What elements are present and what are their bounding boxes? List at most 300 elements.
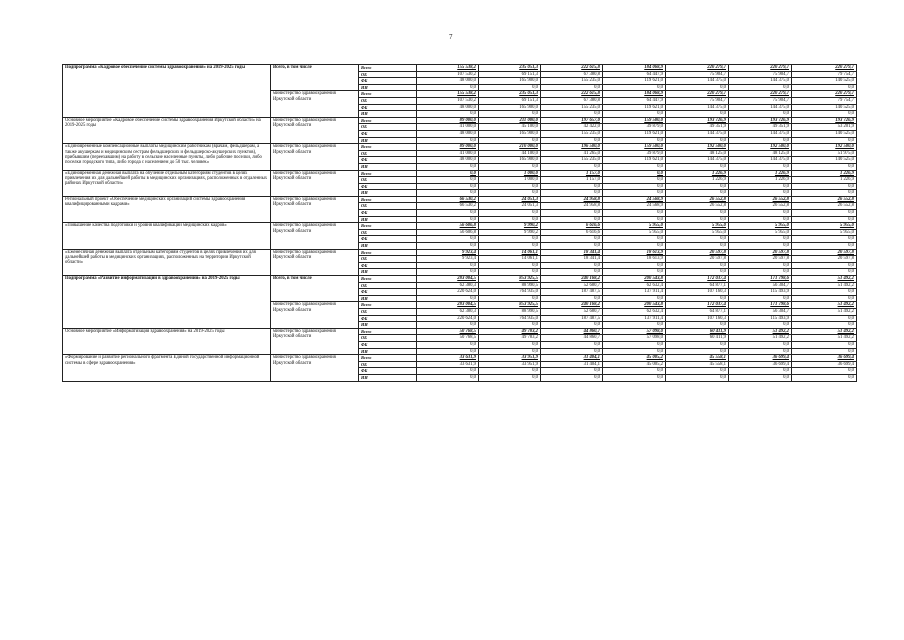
value-cell: 119 621,0: [603, 157, 666, 164]
value-cell: 50 768,5: [417, 328, 479, 335]
value-cell: 187 487,5: [541, 315, 603, 322]
value-cell: 0,0: [666, 322, 729, 329]
value-cell: 0,0: [603, 137, 666, 144]
value-cell: 137 911,4: [603, 315, 666, 322]
value-cell: 0,0: [603, 269, 666, 276]
funding-source-cell: Всего: [359, 223, 417, 230]
value-cell: 1 226,9: [729, 177, 792, 184]
value-cell: 62 380,3: [417, 282, 479, 289]
value-cell: 36 699,4: [729, 361, 792, 368]
value-cell: 171 798,6: [729, 302, 792, 309]
value-cell: 155 538,2: [417, 91, 479, 98]
value-cell: 0,0: [417, 163, 479, 170]
value-cell: 159 500,0: [603, 144, 666, 151]
value-cell: 0,0: [603, 243, 666, 250]
value-cell: 57 098,0: [603, 328, 666, 335]
value-cell: 5 955,0: [666, 229, 729, 236]
funding-source-cell: Всего: [359, 249, 417, 256]
value-cell: 184 068,9: [603, 91, 666, 98]
funding-source-cell: ИИ: [359, 137, 417, 144]
value-cell: 0,0: [417, 368, 479, 375]
value-cell: 764 935,0: [479, 289, 541, 296]
funding-source-cell: ФБ: [359, 104, 417, 111]
value-cell: 165 900,0: [479, 130, 541, 137]
value-cell: 50 768,5: [417, 335, 479, 342]
value-cell: 853 925,5: [479, 276, 541, 283]
funding-source-cell: ФБ: [359, 341, 417, 348]
value-cell: 0,0: [541, 368, 603, 375]
value-cell: 0,0: [417, 170, 479, 177]
funding-source-cell: ФБ: [359, 368, 417, 375]
value-cell: 48 000,0: [417, 104, 479, 111]
funding-source-cell: ФБ: [359, 78, 417, 85]
value-cell: 283 004,5: [417, 302, 479, 309]
value-cell: 0,0: [603, 177, 666, 184]
table-row: [63, 223, 857, 230]
value-cell: 140 525,0: [792, 104, 857, 111]
table-row: [63, 328, 857, 335]
table-row: [63, 117, 857, 124]
value-cell: 0,0: [479, 269, 541, 276]
value-cell: 220 279,7: [729, 91, 792, 98]
value-cell: 0,0: [666, 163, 729, 170]
table-row: [63, 355, 857, 362]
value-cell: 36 699,4: [729, 355, 792, 362]
value-cell: 24 051,3: [479, 203, 541, 210]
value-cell: 18 341,4: [541, 256, 603, 263]
value-cell: 0,0: [729, 348, 792, 355]
value-cell: 0,0: [792, 243, 857, 250]
value-cell: 0,0: [541, 374, 603, 381]
funding-source-cell: ИИ: [359, 348, 417, 355]
table-row: [63, 249, 857, 256]
value-cell: 0,0: [729, 137, 792, 144]
value-cell: 41 000,0: [417, 124, 479, 131]
funding-source-cell: ОБ: [359, 335, 417, 342]
value-cell: 66 530,2: [417, 203, 479, 210]
executor-cell: министерство здравоохранения Иркутской области: [271, 144, 359, 170]
value-cell: 119 621,0: [603, 104, 666, 111]
funding-source-cell: ОБ: [359, 150, 417, 157]
value-cell: 0,0: [479, 262, 541, 269]
executor-cell: министерство здравоохранения Иркутской области: [271, 249, 359, 275]
value-cell: 75 904,7: [666, 71, 729, 78]
executor-cell: министерство здравоохранения Иркутской области: [271, 91, 359, 117]
value-cell: 0,0: [666, 374, 729, 381]
value-cell: 24 958,8: [541, 203, 603, 210]
value-cell: 0,0: [417, 341, 479, 348]
value-cell: 0,0: [603, 341, 666, 348]
table-row: [63, 196, 857, 203]
value-cell: 26 552,8: [666, 196, 729, 203]
value-cell: 20 597,8: [666, 256, 729, 263]
value-cell: 0,0: [417, 183, 479, 190]
value-cell: 0,0: [541, 183, 603, 190]
value-cell: 45 558,1: [666, 361, 729, 368]
value-cell: 51 492,2: [792, 335, 857, 342]
value-cell: 0,0: [792, 137, 857, 144]
value-cell: 1 226,9: [729, 170, 792, 177]
funding-source-cell: ОБ: [359, 308, 417, 315]
value-cell: 33 631,9: [417, 355, 479, 362]
value-cell: 0,0: [792, 236, 857, 243]
value-cell: 0,0: [729, 374, 792, 381]
value-cell: 0,0: [603, 210, 666, 217]
value-cell: 0,0: [666, 210, 729, 217]
program-name-cell: «Формирование и развитие регионального фрагмента Единой государственной информационной системы в сфере здравоохранения»: [63, 355, 271, 381]
value-cell: 0,0: [603, 348, 666, 355]
value-cell: 0,0: [541, 210, 603, 217]
value-cell: 9 923,4: [417, 249, 479, 256]
funding-source-cell: Всего: [359, 91, 417, 98]
value-cell: 0,0: [541, 269, 603, 276]
value-cell: 5 955,0: [729, 223, 792, 230]
value-cell: 0,0: [479, 216, 541, 223]
value-cell: 107 160,3: [666, 289, 729, 296]
value-cell: 0,0: [603, 216, 666, 223]
funding-source-cell: Всего: [359, 170, 417, 177]
value-cell: 0,0: [479, 111, 541, 118]
value-cell: 64 877,1: [666, 308, 729, 315]
value-cell: 1 226,9: [666, 177, 729, 184]
value-cell: 144 375,0: [729, 130, 792, 137]
value-cell: 193 726,9: [729, 117, 792, 124]
value-cell: 144 375,0: [666, 157, 729, 164]
funding-source-cell: ФБ: [359, 210, 417, 217]
value-cell: 144 375,0: [666, 78, 729, 85]
value-cell: 155 538,2: [417, 65, 479, 72]
value-cell: 0,0: [541, 295, 603, 302]
value-cell: 192 500,0: [729, 144, 792, 151]
value-cell: 0,0: [666, 84, 729, 91]
executor-cell: министерство здравоохранения Иркутской области: [271, 355, 359, 381]
funding-source-cell: Всего: [359, 196, 417, 203]
value-cell: 48 000,0: [417, 157, 479, 164]
value-cell: 0,0: [417, 177, 479, 184]
value-cell: 0,0: [603, 368, 666, 375]
value-cell: 0,0: [666, 190, 729, 197]
value-cell: 48 000,0: [417, 78, 479, 85]
value-cell: 222 615,8: [541, 91, 603, 98]
funding-source-cell: Всего: [359, 144, 417, 151]
value-cell: 144 375,0: [729, 78, 792, 85]
value-cell: 0,0: [603, 236, 666, 243]
value-cell: 52 680,7: [541, 308, 603, 315]
value-cell: 192 500,0: [666, 144, 729, 151]
value-cell: 52 680,7: [541, 282, 603, 289]
program-name-cell: «Ежемесячная денежная выплата отдельным категориям студентов в целях привлечения их для дальнейшей работы в медицинских организациях, расположенных на территории Иркутской области»: [63, 249, 271, 275]
value-cell: 62 632,4: [603, 282, 666, 289]
value-cell: 62 632,4: [603, 308, 666, 315]
value-cell: 155 235,0: [541, 157, 603, 164]
value-cell: 1 157,0: [541, 170, 603, 177]
value-cell: 0,0: [666, 368, 729, 375]
value-cell: 20 597,8: [792, 256, 857, 263]
value-cell: 39 879,0: [603, 124, 666, 131]
value-cell: 0,0: [541, 137, 603, 144]
value-cell: 0,0: [479, 210, 541, 217]
funding-source-cell: ИИ: [359, 163, 417, 170]
value-cell: 51 492,2: [729, 328, 792, 335]
value-cell: 0,0: [666, 341, 729, 348]
value-cell: 211 000,0: [479, 117, 541, 124]
table-row: [63, 144, 857, 151]
value-cell: 0,0: [729, 341, 792, 348]
value-cell: 155 235,0: [541, 130, 603, 137]
value-cell: 0,0: [729, 269, 792, 276]
value-cell: 0,0: [666, 262, 729, 269]
executor-cell: министерство здравоохранения Иркутской области: [271, 328, 359, 354]
funding-source-cell: ОБ: [359, 282, 417, 289]
value-cell: 51 492,2: [792, 282, 857, 289]
value-cell: 220 279,7: [666, 65, 729, 72]
value-cell: 0,0: [541, 236, 603, 243]
executor-cell: министерство здравоохранения Иркутской области: [271, 196, 359, 222]
value-cell: 0,0: [417, 190, 479, 197]
value-cell: 187 487,5: [541, 289, 603, 296]
value-cell: 0,0: [666, 111, 729, 118]
value-cell: 0,0: [792, 84, 857, 91]
value-cell: 220 279,7: [792, 91, 857, 98]
value-cell: 56 304,7: [729, 308, 792, 315]
value-cell: 33 951,9: [479, 361, 541, 368]
value-cell: 0,0: [729, 210, 792, 217]
funding-source-cell: ОБ: [359, 177, 417, 184]
value-cell: 0,0: [729, 84, 792, 91]
value-cell: 0,0: [666, 137, 729, 144]
value-cell: 0,0: [479, 183, 541, 190]
value-cell: 0,0: [603, 374, 666, 381]
funding-source-cell: ИИ: [359, 111, 417, 118]
value-cell: 62 380,3: [417, 308, 479, 315]
executor-cell: министерство здравоохранения Иркутской области: [271, 302, 359, 328]
value-cell: 0,0: [792, 163, 857, 170]
value-cell: 0,0: [479, 163, 541, 170]
value-cell: 0,0: [603, 163, 666, 170]
value-cell: 48 125,0: [729, 150, 792, 157]
value-cell: 144 375,0: [729, 104, 792, 111]
value-cell: 0,0: [666, 295, 729, 302]
value-cell: 0,0: [417, 269, 479, 276]
value-cell: 5 955,0: [792, 223, 857, 230]
program-name-cell: Региональный проект «Обеспечение медицинских организаций системы здравоохранения квалифицированными кадрами»: [63, 196, 271, 222]
value-cell: 51 492,2: [792, 328, 857, 335]
value-cell: 75 904,7: [729, 71, 792, 78]
value-cell: 26 552,8: [729, 196, 792, 203]
value-cell: 107 530,2: [417, 71, 479, 78]
value-cell: 0,0: [603, 295, 666, 302]
budget-table: [62, 64, 857, 382]
funding-source-cell: ИИ: [359, 322, 417, 329]
value-cell: 0,0: [541, 216, 603, 223]
value-cell: 24 568,9: [603, 203, 666, 210]
value-cell: 5 955,0: [729, 229, 792, 236]
value-cell: 0,0: [417, 137, 479, 144]
value-cell: 45 005,2: [603, 355, 666, 362]
value-cell: 67 380,8: [541, 71, 603, 78]
value-cell: 42 422,0: [541, 124, 603, 131]
value-cell: 1 000,0: [479, 170, 541, 177]
value-cell: 26 552,8: [792, 203, 857, 210]
value-cell: 192 500,0: [792, 144, 857, 151]
value-cell: 1 226,9: [792, 177, 857, 184]
value-cell: 193 726,9: [666, 117, 729, 124]
value-cell: 18 613,9: [603, 249, 666, 256]
value-cell: 119 621,0: [603, 78, 666, 85]
funding-source-cell: Всего: [359, 328, 417, 335]
value-cell: 9 990,2: [479, 229, 541, 236]
value-cell: 24 958,8: [541, 196, 603, 203]
value-cell: 107 160,3: [666, 315, 729, 322]
value-cell: 0,0: [417, 295, 479, 302]
value-cell: 0,0: [792, 322, 857, 329]
value-cell: 0,0: [666, 269, 729, 276]
value-cell: 41 265,0: [541, 150, 603, 157]
value-cell: 18 341,4: [541, 249, 603, 256]
value-cell: 0,0: [417, 348, 479, 355]
value-cell: 0,0: [541, 111, 603, 118]
executor-cell: министерство здравоохранения Иркутской области: [271, 170, 359, 196]
value-cell: 115 493,9: [729, 289, 792, 296]
value-cell: 140 525,0: [792, 78, 857, 85]
value-cell: 49 351,9: [666, 124, 729, 131]
value-cell: 0,0: [792, 295, 857, 302]
value-cell: 0,0: [479, 137, 541, 144]
value-cell: 165 900,0: [479, 104, 541, 111]
value-cell: 155 235,0: [541, 104, 603, 111]
value-cell: 48 125,0: [666, 150, 729, 157]
table-row: [63, 170, 857, 177]
value-cell: 14 061,1: [479, 256, 541, 263]
funding-source-cell: ИИ: [359, 216, 417, 223]
value-cell: 56 606,8: [417, 229, 479, 236]
value-cell: 0,0: [541, 84, 603, 91]
value-cell: 0,0: [541, 190, 603, 197]
value-cell: 0,0: [541, 163, 603, 170]
value-cell: 9 923,4: [417, 256, 479, 263]
funding-source-cell: Всего: [359, 302, 417, 309]
value-cell: 0,0: [417, 216, 479, 223]
value-cell: 1 000,0: [479, 177, 541, 184]
value-cell: 36 699,4: [792, 361, 857, 368]
value-cell: 20 597,8: [729, 249, 792, 256]
value-cell: 0,0: [792, 348, 857, 355]
value-cell: 14 061,1: [479, 249, 541, 256]
funding-source-cell: ОБ: [359, 124, 417, 131]
executor-cell: министерство здравоохранения Иркутской области: [271, 117, 359, 143]
value-cell: 0,0: [729, 163, 792, 170]
value-cell: 0,0: [729, 216, 792, 223]
funding-source-cell: ФБ: [359, 183, 417, 190]
funding-source-cell: ОБ: [359, 256, 417, 263]
value-cell: 0,0: [792, 210, 857, 217]
value-cell: 0,0: [603, 84, 666, 91]
table-row: [63, 65, 857, 72]
value-cell: 56 304,7: [729, 282, 792, 289]
value-cell: 0,0: [729, 368, 792, 375]
program-name-cell: Подпрограмма «Развитие информатизации в здравоохранении» на 2019-2025 годы: [63, 276, 271, 329]
value-cell: 220 624,0: [417, 315, 479, 322]
value-cell: 0,0: [729, 295, 792, 302]
value-cell: 140 525,0: [792, 157, 857, 164]
value-cell: 88 990,5: [479, 282, 541, 289]
value-cell: 1 226,9: [666, 170, 729, 177]
value-cell: 64 447,9: [603, 71, 666, 78]
value-cell: 0,0: [666, 236, 729, 243]
value-cell: 60 411,9: [666, 335, 729, 342]
value-cell: 44 100,0: [479, 150, 541, 157]
value-cell: 26 552,8: [666, 203, 729, 210]
value-cell: 0,0: [792, 374, 857, 381]
value-cell: 64 877,1: [666, 282, 729, 289]
value-cell: 197 657,0: [541, 117, 603, 124]
value-cell: 200 543,8: [603, 302, 666, 309]
value-cell: 33 631,9: [417, 361, 479, 368]
value-cell: 1 157,0: [541, 177, 603, 184]
value-cell: 49 783,2: [479, 335, 541, 342]
value-cell: 41 000,0: [417, 150, 479, 157]
funding-source-cell: Всего: [359, 355, 417, 362]
value-cell: 20 597,8: [792, 249, 857, 256]
value-cell: 75 904,7: [666, 97, 729, 104]
executor-cell: Всего, в том числе: [271, 65, 359, 91]
value-cell: 45 100,0: [479, 124, 541, 131]
value-cell: 220 279,7: [792, 65, 857, 72]
value-cell: 235 051,3: [479, 65, 541, 72]
value-cell: 0,0: [792, 315, 857, 322]
value-cell: 0,0: [729, 322, 792, 329]
value-cell: 0,0: [792, 269, 857, 276]
value-cell: 5 955,0: [603, 223, 666, 230]
value-cell: 0,0: [417, 262, 479, 269]
value-cell: 0,0: [603, 170, 666, 177]
value-cell: 193 726,9: [792, 117, 857, 124]
funding-source-cell: ФБ: [359, 130, 417, 137]
value-cell: 53 201,9: [792, 124, 857, 131]
value-cell: 75 904,7: [729, 97, 792, 104]
value-cell: 6 616,6: [541, 229, 603, 236]
value-cell: 67 380,8: [541, 97, 603, 104]
value-cell: 57 098,0: [603, 335, 666, 342]
value-cell: 24 568,9: [603, 196, 666, 203]
value-cell: 155 235,0: [541, 78, 603, 85]
funding-source-cell: Всего: [359, 65, 417, 72]
value-cell: 0,0: [479, 341, 541, 348]
value-cell: 24 051,3: [479, 196, 541, 203]
funding-source-cell: ФБ: [359, 289, 417, 296]
value-cell: 196 500,0: [541, 144, 603, 151]
value-cell: 0,0: [417, 243, 479, 250]
value-cell: 0,0: [792, 190, 857, 197]
funding-source-cell: ИИ: [359, 243, 417, 250]
value-cell: 45 005,2: [603, 361, 666, 368]
value-cell: 172 037,4: [666, 276, 729, 283]
value-cell: 0,0: [541, 348, 603, 355]
value-cell: 0,0: [729, 183, 792, 190]
value-cell: 0,0: [417, 374, 479, 381]
value-cell: 56 606,8: [417, 223, 479, 230]
value-cell: 764 935,0: [479, 315, 541, 322]
value-cell: 0,0: [603, 190, 666, 197]
funding-source-cell: ОБ: [359, 361, 417, 368]
funding-source-cell: ФБ: [359, 236, 417, 243]
value-cell: 0,0: [479, 236, 541, 243]
value-cell: 20 597,8: [729, 256, 792, 263]
value-cell: 0,0: [792, 111, 857, 118]
page-number: 7: [449, 33, 453, 41]
value-cell: 0,0: [792, 216, 857, 223]
value-cell: 89 000,0: [417, 117, 479, 124]
